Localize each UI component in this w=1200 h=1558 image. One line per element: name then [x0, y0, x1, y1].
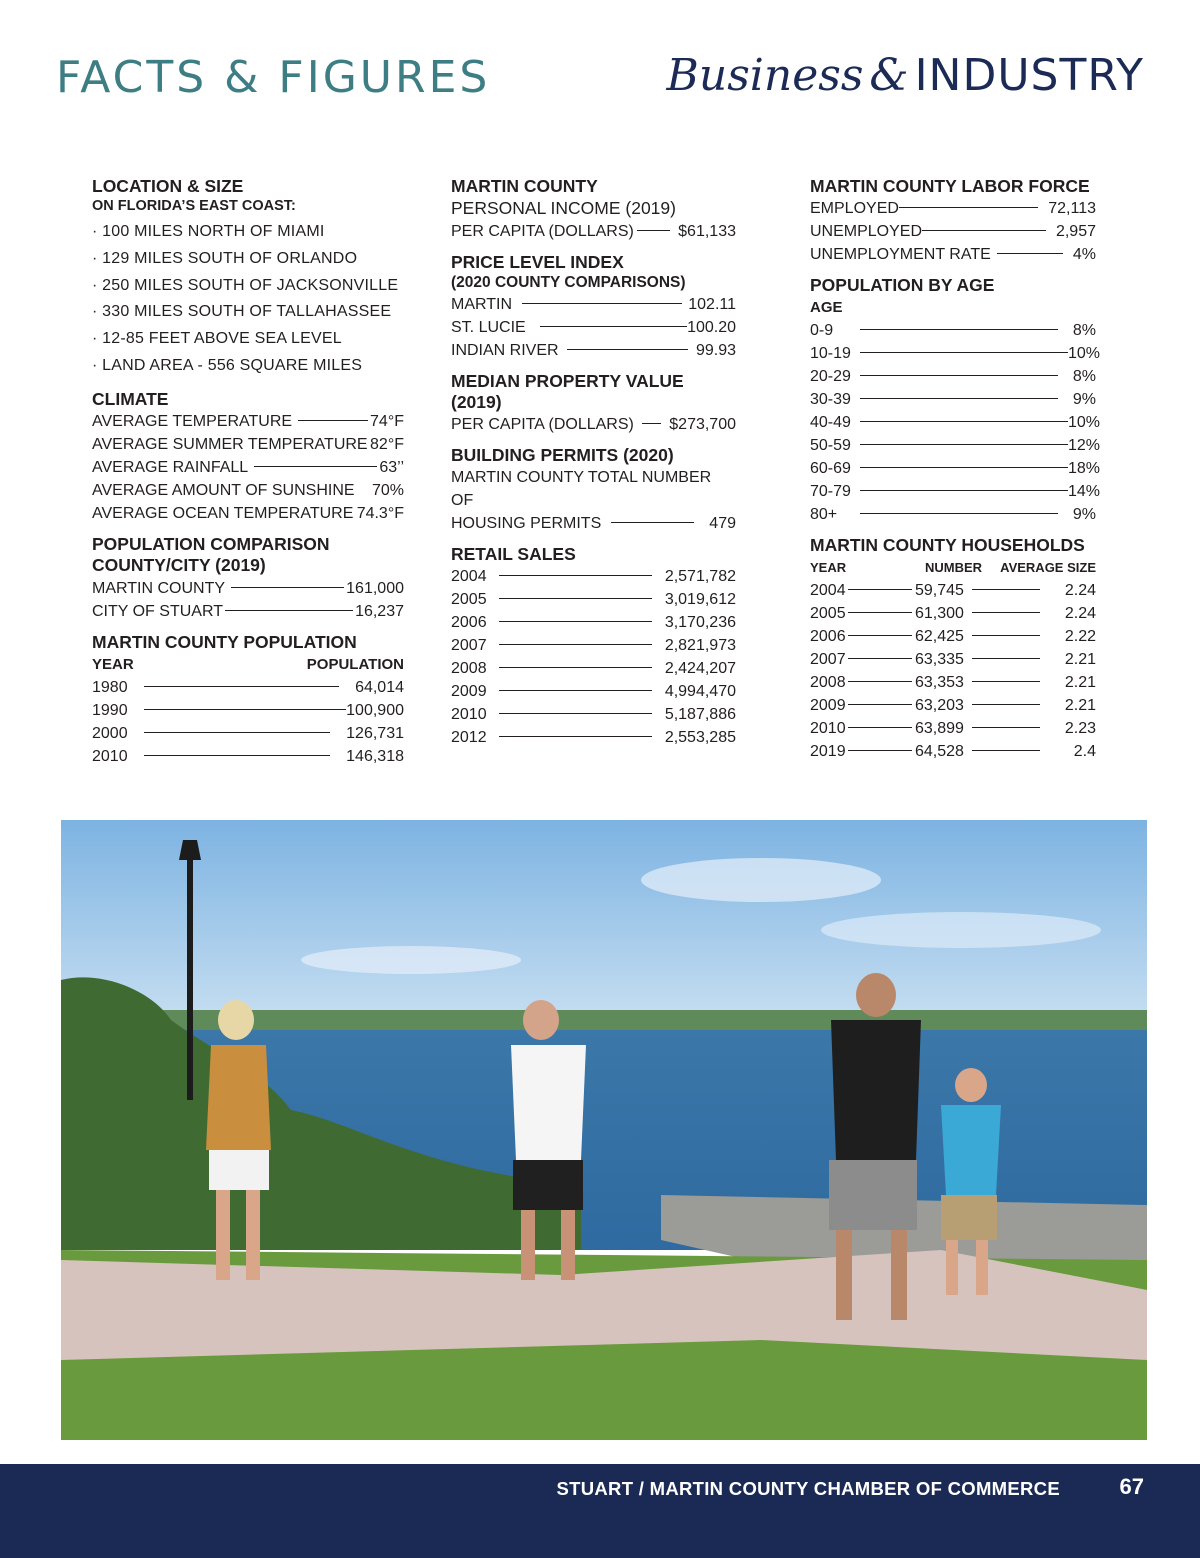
- row-year: 2000: [92, 724, 128, 742]
- households-list: [810, 579, 1096, 763]
- row-age: 20-29: [810, 368, 851, 385]
- row-year: 2004: [451, 568, 487, 585]
- row-value: 10%: [1068, 414, 1101, 431]
- price-index-row: [451, 293, 736, 316]
- row-number: 62,425: [915, 628, 964, 645]
- row-value: 10%: [1068, 345, 1101, 362]
- leader-line: [972, 727, 1040, 728]
- leader-line: [637, 230, 670, 231]
- retail-sales-row: [451, 703, 736, 726]
- pop-by-age-list: [810, 319, 1101, 526]
- retail-sales-row: [451, 680, 736, 703]
- retail-sales-row: [451, 634, 736, 657]
- county-population-list: [92, 676, 404, 768]
- leader-line: [567, 349, 688, 350]
- row-year: 2007: [451, 637, 487, 654]
- pop-by-age-row: [810, 411, 1101, 434]
- row-year: 2006: [451, 614, 487, 631]
- climate-row: [92, 456, 404, 479]
- row-year: 2010: [451, 706, 487, 723]
- building-permits-title: BUILDING PERMITS (2020): [451, 445, 674, 465]
- households-row: [810, 740, 1096, 763]
- building-permits-row: [451, 512, 736, 535]
- row-value: 74°F: [370, 412, 404, 430]
- leader-line: [522, 303, 682, 304]
- location-item: · 129 MILES SOUTH OF ORLANDO: [92, 249, 358, 267]
- households-row: [810, 579, 1096, 602]
- section-title: FACTS & FIGURES: [56, 52, 491, 103]
- row-label: AVERAGE RAINFALL: [92, 458, 249, 476]
- property-value-title: MEDIAN PROPERTY VALUE (2019): [451, 371, 684, 412]
- row-value: $273,700: [669, 416, 736, 433]
- households-row: [810, 625, 1096, 648]
- households-row: [810, 717, 1096, 740]
- row-size: 2.4: [1073, 743, 1096, 760]
- row-age: 0-9: [810, 322, 834, 339]
- row-label: EMPLOYED: [810, 200, 899, 217]
- personal-income-row: [451, 220, 736, 243]
- leader-line: [254, 466, 377, 467]
- location-title: LOCATION & SIZE: [92, 176, 244, 196]
- section-subtitle: [667, 50, 1144, 101]
- county-population-title: MARTIN COUNTY POPULATION: [92, 631, 357, 652]
- row-age: 80+: [810, 506, 838, 523]
- leader-line: [997, 253, 1063, 254]
- leader-line: [848, 589, 912, 590]
- location-list: [92, 219, 404, 380]
- leader-line: [860, 421, 1068, 422]
- row-value: 100,900: [346, 701, 404, 719]
- leader-line: [499, 621, 652, 622]
- households-row: [810, 694, 1096, 717]
- leader-line: [899, 207, 1038, 208]
- row-number: 64,528: [915, 743, 964, 760]
- row-year: 2005: [451, 591, 487, 608]
- row-age: 60-69: [810, 460, 851, 477]
- row-value: 3,170,236: [664, 614, 736, 631]
- households-row: [810, 602, 1096, 625]
- pop-comparison-list: [92, 577, 404, 623]
- row-number: 63,899: [915, 720, 964, 737]
- pop-comparison-title: POPULATION COMPARISON COUNTY/CITY (2019): [92, 533, 330, 575]
- price-index-row: [451, 339, 736, 362]
- column-middle: [451, 176, 736, 749]
- leader-line: [972, 658, 1040, 659]
- col-size-header: AVERAGE SIZE: [1000, 560, 1096, 575]
- price-index-title: PRICE LEVEL INDEX: [451, 252, 624, 272]
- households-header: [810, 556, 1096, 579]
- labor-force-row: [810, 197, 1096, 220]
- row-year: 2006: [810, 628, 846, 645]
- row-value: 64,014: [355, 678, 404, 696]
- location-item: · 250 MILES SOUTH OF JACKSONVILLE: [92, 276, 399, 294]
- retail-sales-list: [451, 565, 736, 749]
- pop-by-age-row: [810, 342, 1101, 365]
- leader-line: [972, 704, 1040, 705]
- pop-comparison-row: [92, 600, 404, 623]
- retail-sales-row: [451, 588, 736, 611]
- row-age: 30-39: [810, 391, 851, 408]
- pop-by-age-row: [810, 434, 1101, 457]
- row-age: 70-79: [810, 483, 851, 500]
- col-year-header: YEAR: [810, 560, 847, 575]
- county-population-row: [92, 722, 404, 745]
- county-population-row: [92, 699, 404, 722]
- row-label: ST. LUCIE: [451, 319, 526, 336]
- leader-line: [848, 612, 912, 613]
- row-value: 72,113: [1048, 200, 1096, 217]
- households-row: [810, 671, 1096, 694]
- building-permits-line: MARTIN COUNTY TOTAL NUMBER OF: [451, 469, 712, 509]
- leader-line: [860, 352, 1068, 353]
- row-value: 4%: [1072, 246, 1096, 263]
- leader-line: [860, 467, 1068, 468]
- row-value: 9%: [1072, 506, 1096, 523]
- households-row: [810, 648, 1096, 671]
- price-index-subtitle: (2020 COUNTY COMPARISONS): [451, 274, 686, 291]
- row-size: 2.23: [1064, 720, 1096, 737]
- leader-line: [848, 635, 912, 636]
- labor-force-row: [810, 243, 1096, 266]
- row-year: 2012: [451, 729, 487, 746]
- location-subtitle: ON FLORIDA’S EAST COAST:: [92, 198, 296, 214]
- labor-force-row: [810, 220, 1096, 243]
- row-number: 63,203: [915, 697, 964, 714]
- leader-line: [860, 375, 1058, 376]
- pop-by-age-row: [810, 503, 1096, 526]
- retail-sales-title: RETAIL SALES: [451, 544, 576, 564]
- leader-line: [144, 732, 331, 733]
- row-year: 2004: [810, 582, 846, 599]
- col-age-header: AGE: [810, 299, 843, 316]
- row-value: 161,000: [346, 579, 404, 597]
- row-value: 14%: [1068, 483, 1101, 500]
- climate-row: [92, 433, 404, 456]
- row-value: 18%: [1068, 460, 1101, 477]
- location-item: · 12-85 FEET ABOVE SEA LEVEL: [92, 330, 342, 348]
- leader-line: [972, 635, 1040, 636]
- leader-line: [499, 575, 652, 576]
- subtitle-ampersand: &: [869, 50, 909, 101]
- row-year: 2005: [810, 605, 846, 622]
- leader-line: [848, 704, 912, 705]
- row-year: 2019: [810, 743, 846, 760]
- climate-title: CLIMATE: [92, 388, 169, 409]
- leader-line: [642, 423, 661, 424]
- row-size: 2.24: [1064, 582, 1096, 599]
- row-value: 2,957: [1055, 223, 1096, 240]
- pop-by-age-row: [810, 388, 1096, 411]
- row-value: 2,571,782: [664, 568, 736, 585]
- row-value: 102.11: [688, 296, 736, 313]
- price-index-row: [451, 316, 736, 339]
- row-size: 2.21: [1064, 697, 1096, 714]
- row-value: 70%: [371, 481, 404, 499]
- pop-by-age-row: [810, 457, 1101, 480]
- row-label: AVERAGE SUMMER TEMPERATURE: [92, 435, 368, 453]
- climate-row: [92, 479, 404, 502]
- leader-line: [972, 750, 1040, 751]
- row-year: 2010: [92, 747, 128, 765]
- row-value: 100.20: [687, 319, 736, 336]
- row-value: 5,187,886: [664, 706, 736, 723]
- personal-income-subtitle: PERSONAL INCOME (2019): [451, 198, 676, 218]
- leader-line: [860, 513, 1058, 514]
- leader-line: [144, 709, 347, 710]
- retail-sales-row: [451, 657, 736, 680]
- row-age: 50-59: [810, 437, 851, 454]
- row-year: 2009: [451, 683, 487, 700]
- leader-line: [540, 326, 687, 327]
- labor-force-title: MARTIN COUNTY LABOR FORCE: [810, 176, 1090, 196]
- row-label: UNEMPLOYED: [810, 223, 923, 240]
- row-value: 82°F: [370, 435, 404, 453]
- row-value: 9%: [1072, 391, 1096, 408]
- row-age: 40-49: [810, 414, 851, 431]
- retail-sales-row: [451, 611, 736, 634]
- row-label: AVERAGE AMOUNT OF SUNSHINE: [92, 481, 355, 499]
- page-number: 67: [1119, 1474, 1144, 1499]
- pop-by-age-row: [810, 480, 1101, 503]
- households-title: MARTIN COUNTY HOUSEHOLDS: [810, 535, 1085, 555]
- row-number: 59,745: [915, 582, 964, 599]
- row-value: 2,821,973: [664, 637, 736, 654]
- row-value: 99.93: [695, 342, 736, 359]
- pop-by-age-row: [810, 365, 1096, 388]
- leader-line: [231, 587, 344, 588]
- row-year: 2007: [810, 651, 846, 668]
- row-value: 479: [709, 515, 736, 532]
- row-size: 2.24: [1064, 605, 1096, 622]
- leader-line: [499, 598, 652, 599]
- row-label: HOUSING PERMITS: [451, 515, 602, 532]
- row-year: 2010: [810, 720, 846, 737]
- leader-line: [499, 667, 652, 668]
- leader-line: [972, 589, 1040, 590]
- col-population-header: POPULATION: [306, 655, 404, 673]
- labor-force-list: [810, 197, 1096, 266]
- leader-line: [611, 522, 694, 523]
- row-value: 146,318: [346, 747, 404, 765]
- row-value: 8%: [1072, 368, 1096, 385]
- col-year-header: YEAR: [92, 655, 134, 673]
- leader-line: [922, 230, 1046, 231]
- climate-list: [92, 410, 404, 525]
- property-value-row: [451, 413, 736, 436]
- row-label: PER CAPITA (DOLLARS): [451, 223, 634, 240]
- subtitle-caps-word: INDUSTRY: [914, 50, 1144, 101]
- location-item: · 100 MILES NORTH OF MIAMI: [92, 223, 325, 240]
- waterfront-photo: [61, 820, 1147, 1440]
- county-population-header: [92, 653, 404, 676]
- row-label: AVERAGE TEMPERATURE: [92, 412, 293, 430]
- row-label: AVERAGE OCEAN TEMPERATURE: [92, 504, 354, 522]
- column-left: [92, 176, 404, 768]
- row-value: 4,994,470: [664, 683, 736, 700]
- row-year: 2008: [451, 660, 487, 677]
- leader-line: [848, 750, 912, 751]
- row-value: 2,424,207: [664, 660, 736, 677]
- row-value: 16,237: [355, 602, 404, 620]
- row-number: 61,300: [915, 605, 964, 622]
- row-label: CITY OF STUART: [92, 602, 223, 620]
- leader-line: [860, 490, 1068, 491]
- row-label: MARTIN: [451, 296, 513, 313]
- pop-by-age-row: [810, 319, 1096, 342]
- lamp-post: [187, 860, 193, 1100]
- row-number: 63,353: [915, 674, 964, 691]
- row-value: 3,019,612: [664, 591, 736, 608]
- leader-line: [499, 736, 652, 737]
- leader-line: [860, 329, 1058, 330]
- pop-comparison-row: [92, 577, 404, 600]
- leader-line: [848, 658, 912, 659]
- row-value: 12%: [1068, 437, 1101, 454]
- row-label: INDIAN RIVER: [451, 342, 559, 359]
- leader-line: [848, 681, 912, 682]
- location-item: · LAND AREA - 556 SQUARE MILES: [92, 356, 363, 374]
- row-label: MARTIN COUNTY: [92, 579, 226, 597]
- leader-line: [972, 681, 1040, 682]
- col-number-header: NUMBER: [925, 560, 983, 575]
- leader-line: [860, 398, 1058, 399]
- retail-sales-row: [451, 565, 736, 588]
- row-age: 10-19: [810, 345, 851, 362]
- row-size: 2.21: [1064, 651, 1096, 668]
- leader-line: [225, 610, 353, 611]
- row-year: 1980: [92, 678, 128, 696]
- personal-income-title: MARTIN COUNTY: [451, 176, 598, 196]
- leader-line: [499, 644, 652, 645]
- row-value: 8%: [1072, 322, 1096, 339]
- leader-line: [860, 444, 1068, 445]
- leader-line: [972, 612, 1040, 613]
- leader-line: [144, 755, 331, 756]
- price-index-list: [451, 293, 736, 362]
- pop-by-age-title: POPULATION BY AGE: [810, 275, 995, 295]
- location-item: · 330 MILES SOUTH OF TALLAHASSEE: [92, 303, 392, 321]
- leader-line: [499, 713, 652, 714]
- row-value: 2,553,285: [664, 729, 736, 746]
- row-year: 2009: [810, 697, 846, 714]
- row-label: PER CAPITA (DOLLARS): [451, 416, 634, 433]
- climate-row: [92, 410, 404, 433]
- row-size: 2.21: [1064, 674, 1096, 691]
- retail-sales-row: [451, 726, 736, 749]
- leader-line: [499, 690, 652, 691]
- row-number: 63,335: [915, 651, 964, 668]
- row-year: 2008: [810, 674, 846, 691]
- leader-line: [848, 727, 912, 728]
- row-label: UNEMPLOYMENT RATE: [810, 246, 991, 263]
- leader-line: [144, 686, 339, 687]
- county-population-row: [92, 676, 404, 699]
- row-value: 63’’: [379, 458, 404, 476]
- climate-row: [92, 502, 404, 525]
- row-value: $61,133: [678, 223, 736, 240]
- column-right: [810, 176, 1101, 763]
- row-size: 2.22: [1064, 628, 1096, 645]
- county-population-row: [92, 745, 404, 768]
- footer-publisher: STUART / MARTIN COUNTY CHAMBER OF COMMERCE: [556, 1478, 1060, 1499]
- row-value: 74.3°F: [356, 504, 404, 522]
- subtitle-script-word: Business: [666, 50, 864, 101]
- leader-line: [298, 420, 368, 421]
- row-value: 126,731: [346, 724, 404, 742]
- row-year: 1990: [92, 701, 128, 719]
